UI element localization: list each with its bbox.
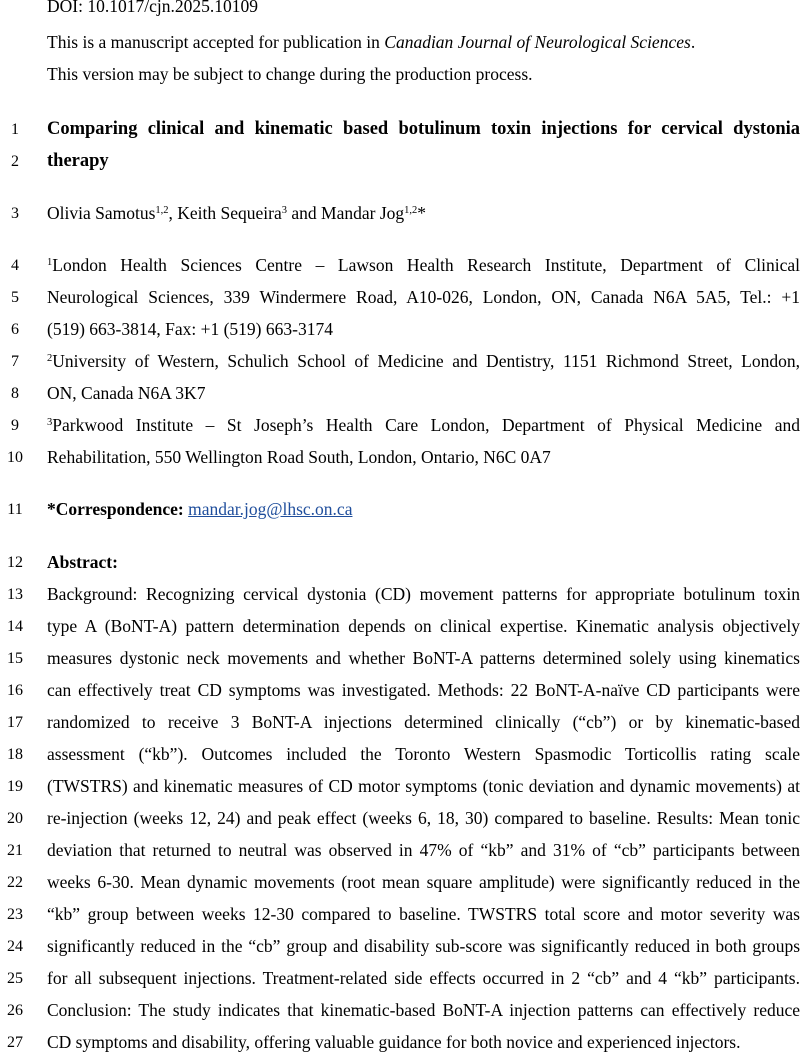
change-notice: This version may be subject to change during the production process. [47,64,533,84]
line-number: 9 [11,417,19,434]
affiliation-line: ON, Canada N6A 3K7 [47,383,206,403]
abstract-line: weeks 6-30. Mean dynamic movements (root mean square amplitude) were significantly reduced in the [47,872,800,892]
line-number: 7 [11,353,19,370]
affiliation-line: Rehabilitation, 550 Wellington Road South, London, Ontario, N6C 0A7 [47,447,551,467]
line-number: 18 [7,746,23,763]
affiliation-line: Neurological Sciences, 339 Windermere Road, A10-026, London, ON, Canada N6A 5A5, Tel.: +1 [47,287,800,307]
line-number: 12 [7,554,23,571]
line-number: 21 [7,842,23,859]
abstract-line: Conclusion: The study indicates that kinematic-based BoNT-A injection patterns can effectively reduce [47,1000,800,1020]
line-number: 10 [7,449,23,466]
line-number: 14 [7,618,23,635]
abstract-line: can effectively treat CD symptoms was investigated. Methods: 22 BoNT-A-naïve CD participants were [47,680,800,700]
abstract-line: for all subsequent injections. Treatment-related side effects occurred in 2 “cb” and 4 “kb” participants. [47,968,800,988]
line-number: 22 [7,874,23,891]
line-number: 20 [7,810,23,827]
author-name: Olivia Samotus [47,203,156,223]
abstract-line: measures dystonic neck movements and whether BoNT-A patterns determined solely using kinematics [47,648,800,668]
correspondence [47,499,800,520]
abstract-line: type A (BoNT-A) pattern determination depends on clinical expertise. Kinematic analysis objectively [47,616,800,636]
abstract-line: Background: Recognizing cervical dystonia (CD) movement patterns for appropriate botulinum toxin [47,584,800,604]
manuscript-notice: This is a manuscript accepted for publication in Canadian Journal of Neurological Sciences. [47,32,696,52]
abstract-line: randomized to receive 3 BoNT-A injections determined clinically (“cb”) or by kinematic-based [47,712,800,732]
line-number: 2 [11,153,19,170]
line-number: 19 [7,778,23,795]
line-number: 3 [11,205,19,222]
line-number: 25 [7,970,23,987]
doi-line: DOI: 10.1017/cjn.2025.10109 [47,0,258,16]
line-number: 6 [11,321,19,338]
abstract-line: significantly reduced in the “cb” group and disability sub-score was significantly reduced in both groups [47,936,800,956]
paper-title-line: Comparing clinical and kinematic based botulinum toxin injections for cervical dystonia [47,119,800,139]
abstract-line: deviation that returned to neutral was observed in 47% of “kb” and 31% of “cb” participants between [47,840,800,860]
email-link[interactable]: mandar.jog@lhsc.on.ca [188,499,353,519]
abstract-line: “kb” group between weeks 12-30 compared to baseline. TWSTRS total score and motor severity was [47,904,800,924]
journal-name: Canadian Journal of Neurological Sciences [384,32,691,52]
line-number: 23 [7,906,23,923]
author-line: Olivia Samotus$^{1,2}$, Keith Sequeira$^3$ and Mandar Jog$^{1,2}$* [47,203,427,223]
affiliation-line: $^2$University of Western, Schulich School of Medicine and Dentistry, 1151 Richmond Street, London, [47,351,800,371]
line-number: 15 [7,650,23,667]
line-number: 5 [11,289,19,306]
affiliation-line: $^1$London Health Sciences Centre – Lawson Health Research Institute, Department of Clinical [47,255,800,275]
line-number: 16 [7,682,23,699]
line-number: 17 [7,714,23,731]
line-number: 26 [7,1002,23,1019]
paper-title-line: therapy [47,151,109,171]
line-number: 13 [7,586,23,603]
line-number: 1 [11,121,19,138]
affiliation-line: (519) 663-3814, Fax: +1 (519) 663-3174 [47,319,333,339]
abstract-line: CD symptoms and disability, offering valuable guidance for both novice and experienced injectors. [47,1032,741,1052]
affiliation-line: $^3$Parkwood Institute – St Joseph’s Health Care London, Department of Physical Medicine and [47,415,800,435]
line-number: 11 [7,501,23,518]
abstract-heading: Abstract: [47,552,118,572]
line-number: 27 [7,1034,23,1051]
abstract-line: (TWSTRS) and kinematic measures of CD motor symptoms (tonic deviation and dynamic movements) at [47,776,800,796]
line-number: 24 [7,938,23,955]
correspondence-label: *Correspondence: [47,499,184,519]
line-number: 4 [11,257,19,274]
line-number: 8 [11,385,19,402]
abstract-line: assessment (“kb”). Outcomes included the Toronto Western Spasmodic Torticollis rating scale [47,744,800,764]
abstract-line: re-injection (weeks 12, 24) and peak effect (weeks 6, 18, 30) compared to baseline. Results: Mean tonic [47,808,800,828]
